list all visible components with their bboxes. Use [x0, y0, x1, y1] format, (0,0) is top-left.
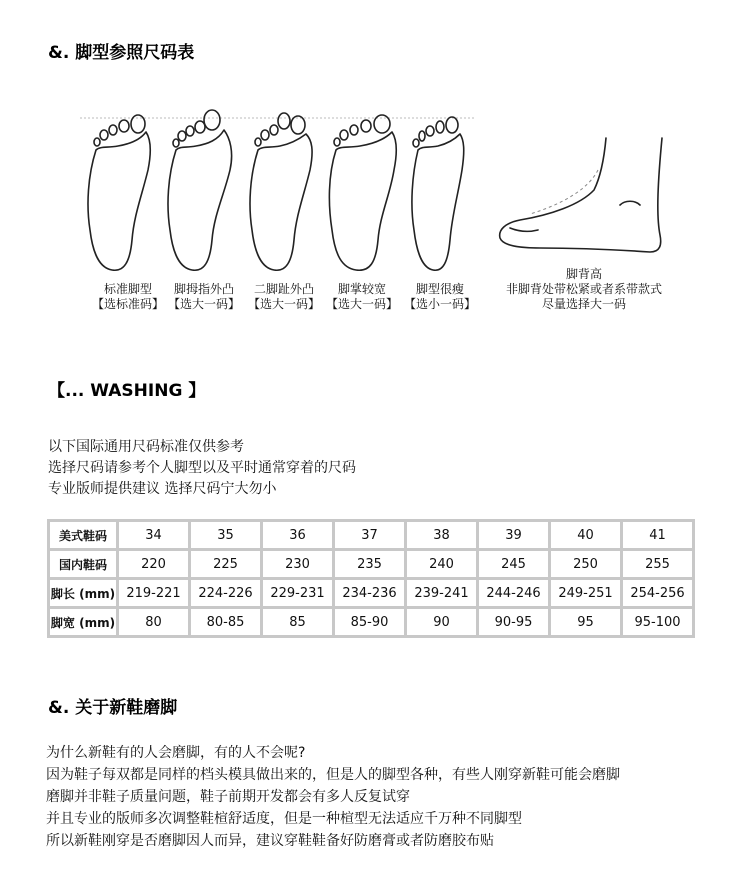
about-paragraph: [46, 742, 620, 852]
table-cell: 235: [335, 551, 404, 577]
foot-type-advice: 【选大一码】: [248, 297, 321, 311]
high-instep-line: 非脚背处带松紧或者系带款式: [505, 282, 662, 296]
table-cell: 254-256: [623, 580, 692, 606]
table-cell: 40: [551, 522, 620, 548]
foot-type-name: 脚型很瘦: [416, 282, 465, 296]
foot-type-advice: 【选大一码】: [326, 297, 399, 311]
table-cell: 244-246: [479, 580, 548, 606]
foot-outline-bunion-icon: [168, 110, 232, 270]
table-cell: 36: [263, 522, 332, 548]
table-cell: 38: [407, 522, 476, 548]
row-header: 美式鞋码: [50, 522, 116, 548]
table-cell: 39: [479, 522, 548, 548]
foot-type-name: 标准脚型: [104, 282, 153, 296]
table-cell: 225: [191, 551, 260, 577]
foot-type-advice: 【选标准码】: [92, 297, 165, 311]
table-cell: 255: [623, 551, 692, 577]
table-cell: 219-221: [119, 580, 188, 606]
foot-outline-slim-icon: [412, 117, 464, 270]
foot-type-name: 脚掌较宽: [338, 282, 387, 296]
about-line: 所以新鞋刚穿是否磨脚因人而异，建议穿鞋鞋备好防磨膏或者防磨胶布贴: [46, 833, 494, 849]
foot-type-caption-slim: [404, 282, 476, 312]
foot-type-advice: 【选大一码】: [168, 297, 241, 311]
foot-type-caption-bunion: [168, 282, 240, 312]
high-instep-line: 尽量选择大一码: [541, 297, 626, 311]
table-cell: 90-95: [479, 609, 548, 635]
size-intro: [48, 437, 356, 500]
about-line: 因为鞋子每双都是同样的档头模具做出来的，但是人的脚型各种，有些人刚穿新鞋可能会磨脚: [46, 767, 620, 783]
intro-line: 专业版师提供建议 选择尺码宁大勿小: [48, 481, 277, 497]
table-cell: 240: [407, 551, 476, 577]
section-title-about: &. 关于新鞋磨脚: [48, 698, 178, 718]
foot-type-caption-wide: [326, 282, 398, 312]
table-cell: 250: [551, 551, 620, 577]
table-cell: 90: [407, 609, 476, 635]
table-row: [50, 609, 692, 635]
foot-type-advice: 【选小一码】: [404, 297, 477, 311]
table-cell: 249-251: [551, 580, 620, 606]
foot-outline-standard-icon: [88, 115, 150, 270]
foot-type-name: 二脚趾外凸: [254, 282, 315, 296]
table-cell: 37: [335, 522, 404, 548]
table-cell: 234-236: [335, 580, 404, 606]
table-cell: 80-85: [191, 609, 260, 635]
foot-type-name: 脚拇指外凸: [174, 282, 235, 296]
row-header: 国内鞋码: [50, 551, 116, 577]
table-cell: 220: [119, 551, 188, 577]
table-row: [50, 580, 692, 606]
table-cell: 34: [119, 522, 188, 548]
foot-outline-wide-icon: [329, 115, 396, 270]
about-line: 并且专业的版师多次调整鞋楦舒适度，但是一种楦型无法适应千万种不同脚型: [46, 811, 522, 827]
table-cell: 95-100: [623, 609, 692, 635]
table-cell: 239-241: [407, 580, 476, 606]
table-row: [50, 551, 692, 577]
foot-outline-long-second-toe-icon: [250, 113, 312, 270]
high-instep-caption: [494, 267, 674, 312]
table-row: [50, 522, 692, 548]
foot-type-caption-second-toe: [248, 282, 320, 312]
table-cell: 230: [263, 551, 332, 577]
row-header: 脚宽 (mm): [50, 609, 116, 635]
table-cell: 41: [623, 522, 692, 548]
foot-side-profile-icon: [500, 138, 662, 252]
about-line: 磨脚并非鞋子质量问题，鞋子前期开发都会有多人反复试穿: [46, 789, 410, 805]
table-cell: 85-90: [335, 609, 404, 635]
table-cell: 95: [551, 609, 620, 635]
intro-line: 以下国际通用尺码标准仅供参考: [48, 439, 244, 455]
about-line: 为什么新鞋有的人会磨脚，有的人不会呢?: [46, 745, 306, 761]
section-title-foot-types: &. 脚型参照尺码表: [48, 43, 195, 63]
table-cell: 224-226: [191, 580, 260, 606]
intro-line: 选择尺码请参考个人脚型以及平时通常穿着的尺码: [48, 460, 356, 476]
foot-type-caption-standard: [92, 282, 164, 312]
table-cell: 229-231: [263, 580, 332, 606]
size-table: [47, 519, 695, 638]
high-instep-line: 脚背高: [565, 267, 602, 281]
section-title-washing: 【... WASHING 】: [48, 381, 206, 401]
table-cell: 35: [191, 522, 260, 548]
table-cell: 80: [119, 609, 188, 635]
table-cell: 85: [263, 609, 332, 635]
row-header: 脚长 (mm): [50, 580, 116, 606]
table-cell: 245: [479, 551, 548, 577]
